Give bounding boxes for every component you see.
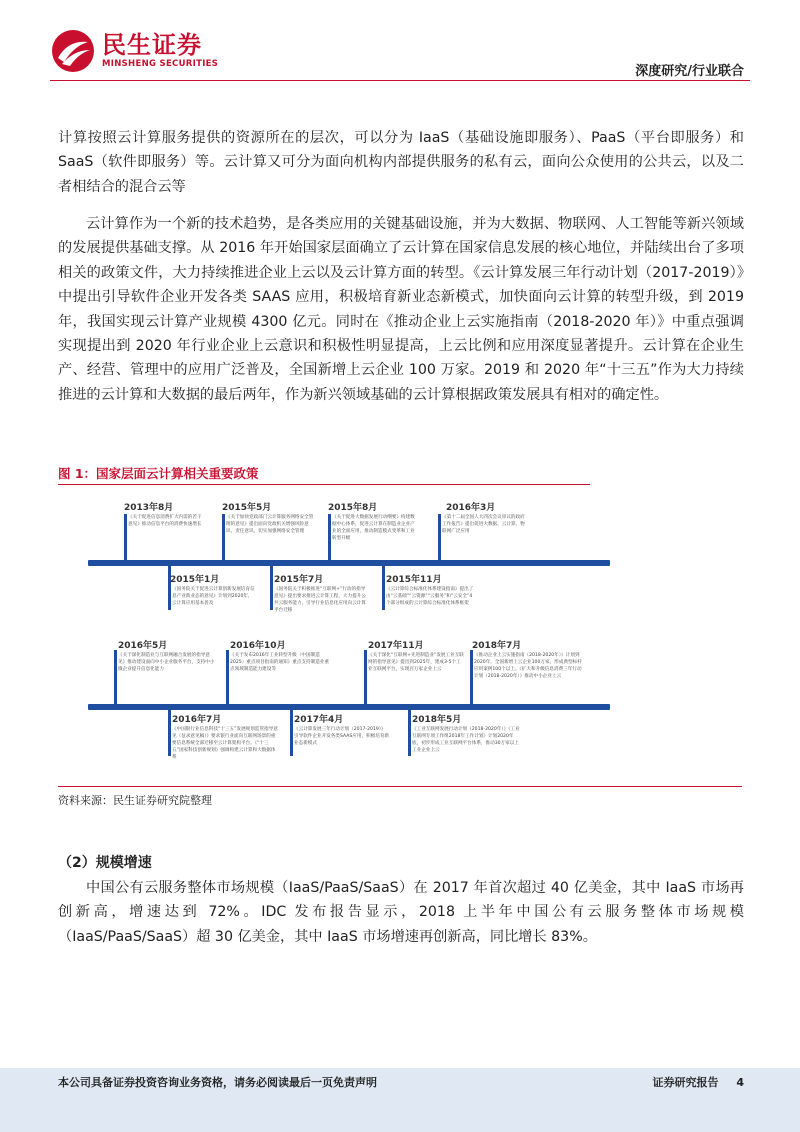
timeline-event-year: 2015年8月 bbox=[328, 503, 378, 513]
footer-report-label: 证券研究报告 bbox=[652, 1076, 719, 1089]
page-footer bbox=[0, 1068, 800, 1132]
timeline-event-desc: 《关于加快党政部门云计算服务网络安全管理的意见》提出面向党政机关增强风险意识、责任意识，切实加强网络安全管理 bbox=[226, 515, 314, 534]
timeline-event-desc: 《云计算发展三年行动计划（2017-2019）》引导软件企业开发各类SAAS应用，积极培育新业态新模式 bbox=[294, 727, 390, 746]
timeline-event-year: 2018年5月 bbox=[412, 715, 462, 725]
timeline-connector bbox=[290, 710, 293, 756]
paragraph-cloud-policy: 云计算作为一个新的技术趋势，是各类应用的关键基础设施，并为大数据、物联网、人工智能等新兴领域的发展提供基础支撑。从 2016 年开始国家层面确立了云计算在国家信息发展的核心地位，并陆续出台了多项相关的政策文件，大力持续推进企业上云以及云计算方面的转型。《云计算发展三年行动计划（2017-2019）》中提出引导软件企业开发各类 SAAS 应用，积极培育新业态新模式，加快面向云计算的转型升级，到 2019 年，我国实现云计算产业规模 4300 亿元。同时在《推动企业上云实施指南（2018-2020 年）》中重点强调实现提出到 2020 年行业企业上云意识和积极性明显提高，上云比例和应用深度显著提升。云计算在企业生产、经营、管理中的应用广泛普及，全国新增上云企业 100 万家。2019 和 2020 年“十三五”作为大力持续推进的云计算和大数据的最后两年，作为新兴领域基础的云计算根据政策发展具有相对的确定性。 bbox=[58, 216, 744, 403]
brand-name-cn: 民生证券 bbox=[102, 31, 202, 59]
timeline-event-desc: 《关于发布2016年工业转型升级（中国制造2025）重点项目指南的通知》重点支持制造业重点领域制造能力建设等 bbox=[230, 653, 329, 672]
timeline-line-upper bbox=[88, 560, 610, 566]
timeline-connector bbox=[470, 650, 473, 704]
timeline-event-year: 2015年7月 bbox=[274, 575, 324, 585]
timeline-connector bbox=[226, 650, 229, 704]
timeline-event-year: 2018年7月 bbox=[472, 641, 522, 651]
timeline-event-desc: 《中国银行业信息科技“十三五”发展规划监管指导意见（征求意见稿）》要求银行业面向互联网场景的重要信息系统全部迁移至云计算架构平台。《“十三五”国家科技创新规划》强调构建云计算和大数据体系 bbox=[172, 727, 278, 760]
brand-name-en: MINSHENG SECURITIES bbox=[102, 59, 219, 69]
timeline-connector bbox=[438, 514, 441, 560]
paragraph-market-scale: 中国公有云服务整体市场规模（IaaS/PaaS/SaaS）在 2017 年首次超过 40 亿美金，其中 IaaS 市场再创新高，增速达到 72%。IDC 发布报告显示，2018 上半年中国公有云服务整体市场规模（IaaS/PaaS/SaaS）超 30 亿美金，其中 IaaS 市场增速再创新高，同比增长 83%。 bbox=[58, 880, 744, 945]
timeline-event-desc: 《关于深化“互联网+先进制造业”发展工业互联网的指导意见》提出到2025年，建成3-5个工业互联网平台，实现百万家企业上云 bbox=[368, 653, 464, 672]
timeline-connector bbox=[270, 566, 273, 610]
timeline-event-desc: 《关于促进信息消费扩大内需的若干意见》推动信息平台的消费快速增长 bbox=[128, 515, 202, 527]
figure-bottom-divider bbox=[58, 786, 742, 787]
minsheng-logo-icon bbox=[50, 28, 96, 74]
timeline-event-year: 2016年3月 bbox=[446, 503, 496, 513]
timeline-event-desc: 《云计算综合标准化体系建设指南》提出了由“云基础”“云资源”“云服务”和“云安全”4个部分组成的云计算综合标准化体系框架 bbox=[386, 587, 474, 606]
timeline-event-year: 2015年11月 bbox=[386, 575, 442, 585]
timeline-event-desc: 《关于促进大数据发展行动纲要》构建数据中心体系，促进云计算在制造业企业产业的全面应用，推动制造模式变革和工业转型升级 bbox=[332, 515, 415, 541]
timeline-event-desc: 《推动企业上云实施指南（2018-2020年）》计划到2020年，全国新增上云企业100万家，形成典型标杆应用案例100个以上。《扩大和升级信息消费三年行动计划（2018-2020年）》推动中小企业上云 bbox=[474, 653, 582, 679]
page-header bbox=[0, 0, 800, 80]
section-title: （2）规模增速 bbox=[58, 855, 152, 871]
timeline-connector bbox=[364, 650, 367, 704]
timeline-event-year: 2013年8月 bbox=[124, 503, 174, 513]
timeline-event-desc: 《国务院关于积极推进“互联网+”行动的指导意见》提出要求推进云计算工程，大力提升公共云服务能力，引导行业信息化应用向云计算平台迁移 bbox=[274, 587, 366, 613]
timeline-event-year: 2016年10月 bbox=[230, 641, 286, 651]
timeline-connector bbox=[382, 566, 385, 610]
timeline-event-year: 2016年5月 bbox=[118, 641, 168, 651]
timeline-connector bbox=[222, 514, 225, 560]
timeline-event-desc: 《国务院关于促进云计算创新发展培育信息产业新业态的意见》计划到2020年，云计算应用基本普及 bbox=[172, 587, 255, 606]
timeline-event-year: 2017年4月 bbox=[294, 715, 344, 725]
timeline-event-desc: 《关于深化制造业与互联网融合发展的指导意见》推动建设面向中小企业服务平台，支持中小微企业提升信息化能力 bbox=[118, 653, 215, 672]
page-number: 4 bbox=[736, 1076, 744, 1089]
timeline-connector bbox=[408, 710, 411, 756]
footer-disclaimer: 本公司具备证券投资咨询业务资格，请务必阅读最后一页免责声明 bbox=[58, 1076, 377, 1089]
policy-timeline-figure bbox=[88, 496, 610, 778]
figure-source: 资料来源：民生证券研究院整理 bbox=[58, 794, 212, 807]
timeline-event-desc: 《工业互联网发展行动计划（2018-2020年）》《工业互联网专项工作组2018年工作计划》计划2020年底，初步形成工业互联网平台体系，推动30万家以上工业企业上云 bbox=[412, 727, 520, 753]
brand-logo bbox=[50, 28, 218, 74]
timeline-event-year: 2015年5月 bbox=[222, 503, 272, 513]
timeline-line-lower bbox=[88, 704, 610, 710]
report-type: 深度研究/行业联合 bbox=[635, 64, 744, 79]
figure-title: 图 1：国家层面云计算相关重要政策 bbox=[58, 466, 259, 481]
timeline-event-desc: 《第十二届全国人大四次会议审议的政府工作报告》提出促进大数据、云计算、物联网广泛应用 bbox=[442, 515, 525, 534]
timeline-event-year: 2015年1月 bbox=[170, 575, 220, 585]
timeline-connector bbox=[114, 650, 117, 704]
timeline-connector bbox=[168, 710, 171, 756]
header-divider bbox=[50, 80, 750, 81]
timeline-event-year: 2017年11月 bbox=[368, 641, 424, 651]
timeline-event-year: 2016年7月 bbox=[172, 715, 222, 725]
paragraph-cloud-layers: 计算按照云计算服务提供的资源所在的层次，可以分为 IaaS（基础设施即服务）、PaaS（平台即服务）和 SaaS（软件即服务）等。云计算又可分为面向机构内部提供服务的私有云，面向公众使用的公共云，以及二者相结合的混合云等 bbox=[58, 130, 744, 195]
timeline-connector bbox=[328, 514, 331, 560]
figure-title-divider bbox=[58, 484, 590, 485]
timeline-connector bbox=[124, 514, 127, 560]
